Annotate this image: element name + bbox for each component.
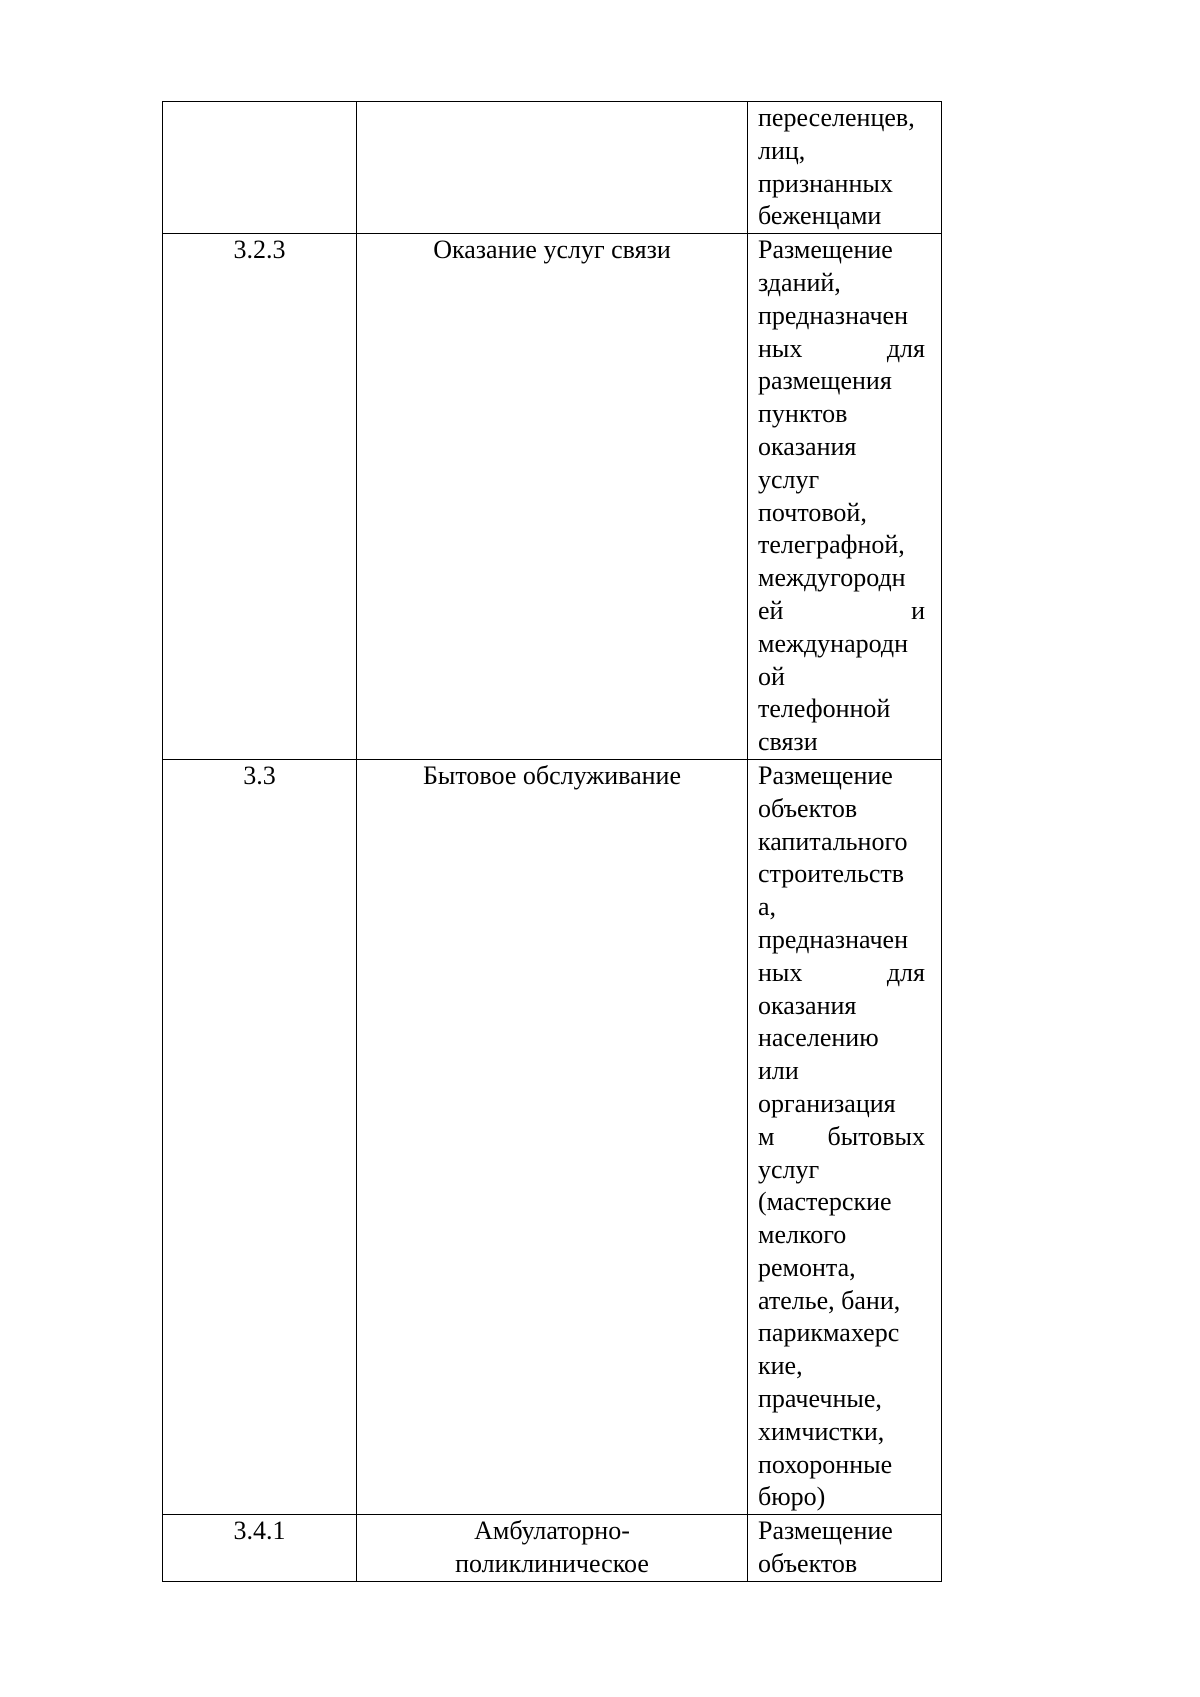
- row-description-cell: [748, 234, 942, 760]
- description-word: для: [886, 333, 925, 363]
- description-line: бюро): [758, 1482, 826, 1512]
- row-name: Оказание услуг связи: [433, 235, 671, 265]
- description-line: химчистки,: [758, 1416, 885, 1446]
- row-code: 3.3: [243, 760, 276, 790]
- description-line: телеграфной,: [758, 530, 905, 560]
- description-word: для: [886, 957, 925, 987]
- description-line: [758, 1121, 925, 1154]
- table-row: [163, 234, 942, 760]
- description-line: объектов: [758, 1549, 858, 1579]
- description-line: прачечные,: [758, 1384, 882, 1414]
- description-line: капитального: [758, 826, 908, 856]
- description-word: бытовых: [827, 1121, 925, 1151]
- description-line: предназначен: [758, 924, 909, 954]
- description-line: или: [758, 1056, 799, 1086]
- description-word: ей: [758, 595, 784, 625]
- description-line: оказания: [758, 990, 857, 1020]
- description-line: телефонной: [758, 694, 891, 724]
- description-line: зданий,: [758, 267, 841, 297]
- row-description-cell: [748, 102, 942, 234]
- description-line: связи: [758, 727, 818, 757]
- description-word: ных: [758, 957, 803, 987]
- row-description-cell: [748, 1515, 942, 1582]
- description-line: оказания: [758, 431, 857, 461]
- description-line: [758, 333, 925, 366]
- description-line: услуг: [758, 464, 820, 494]
- row-name-cell: [357, 102, 748, 234]
- description-line: размещения: [758, 366, 892, 396]
- description-line: Размещение: [758, 235, 893, 265]
- description-line: предназначен: [758, 300, 909, 330]
- row-name-cell: [357, 234, 748, 760]
- description-line: [758, 957, 925, 990]
- row-name-cell: [357, 1515, 748, 1582]
- description-line: Размещение: [758, 760, 893, 790]
- description-line: Размещение: [758, 1516, 893, 1546]
- description-line: мелкого: [758, 1220, 847, 1250]
- description-line: а,: [758, 892, 777, 922]
- description-line: парикмахерс: [758, 1318, 900, 1348]
- row-code: 3.2.3: [233, 235, 286, 265]
- description-word: м: [758, 1121, 775, 1151]
- description-line: населению: [758, 1023, 879, 1053]
- description-line: ой: [758, 661, 785, 691]
- row-name-line: поликлиническое: [455, 1549, 649, 1579]
- table-row: [163, 102, 942, 234]
- row-name-cell: [357, 759, 748, 1514]
- description-line: беженцами: [758, 201, 882, 231]
- description-line: ателье, бани,: [758, 1285, 901, 1315]
- description-word: и: [911, 595, 925, 625]
- description-line: международн: [758, 628, 909, 658]
- description-line: (мастерские: [758, 1187, 892, 1217]
- table-row: [163, 1515, 942, 1582]
- description-line: объектов: [758, 793, 858, 823]
- row-code-cell: [163, 234, 357, 760]
- description-line: похоронные: [758, 1449, 893, 1479]
- description-line: почтовой,: [758, 497, 867, 527]
- description-line: лиц,: [758, 135, 806, 165]
- row-code-cell: [163, 1515, 357, 1582]
- table-row: [163, 759, 942, 1514]
- description-line: строительств: [758, 859, 905, 889]
- description-line: услуг: [758, 1154, 820, 1184]
- row-code: 3.4.1: [233, 1516, 286, 1546]
- row-name: Бытовое обслуживание: [423, 760, 681, 790]
- description-line: [758, 595, 925, 628]
- description-line: пунктов: [758, 399, 848, 429]
- row-name-line: Амбулаторно-: [474, 1516, 630, 1546]
- row-code-cell: [163, 102, 357, 234]
- description-line: междугородн: [758, 563, 906, 593]
- row-description-cell: [748, 759, 942, 1514]
- description-line: переселенцев,: [758, 103, 915, 132]
- row-code-cell: [163, 759, 357, 1514]
- land-use-table: [162, 101, 942, 1582]
- description-line: признанных: [758, 168, 893, 198]
- description-line: кие,: [758, 1351, 803, 1381]
- description-word: ных: [758, 333, 803, 363]
- description-line: организация: [758, 1088, 896, 1118]
- description-line: ремонта,: [758, 1252, 856, 1282]
